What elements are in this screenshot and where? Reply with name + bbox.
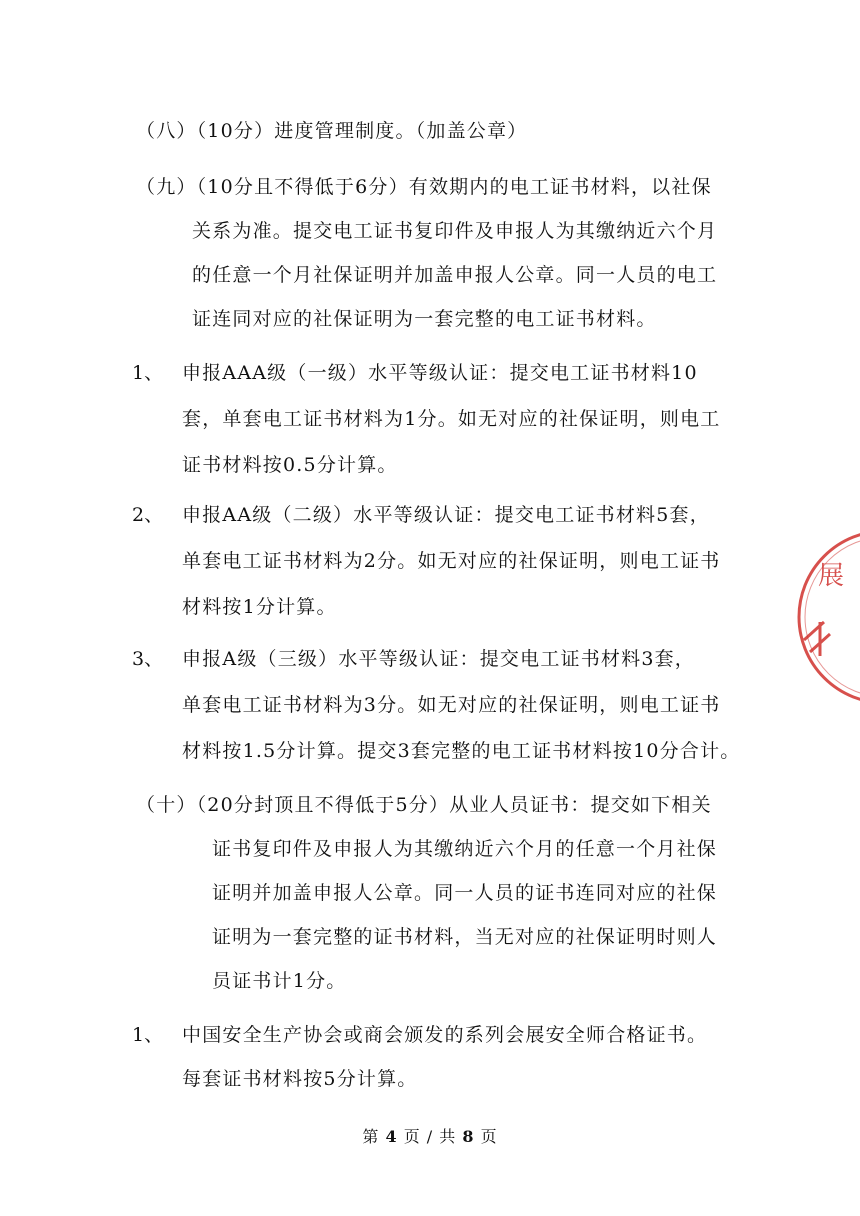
item9-sub1-line-1: 申报AAA级（一级）水平等级认证：提交电工证书材料10 [182,362,698,384]
item10-line-4: 证明为一套完整的证书材料，当无对应的社保证明时则人 [212,926,718,948]
item9-sub2-line-1: 申报AA级（二级）水平等级认证：提交电工证书材料5套， [182,504,710,526]
item10-sub1-line-2: 每套证书材料按5分计算。 [182,1068,418,1090]
footer-prefix: 第 [362,1127,380,1146]
footer-middle: 页 / 共 [403,1127,457,1146]
item9-sub2-line-3: 材料按1分计算。 [182,596,337,618]
svg-text:展: 展 [818,561,845,591]
item9-line-4: 证连同对应的社保证明为一套完整的电工证书材料。 [192,308,657,330]
item10-line-2: 证书复印件及申报人为其缴纳近六个月的任意一个月社保 [212,838,718,860]
item9-sub3-number: 3、 [132,648,164,670]
item9-sub2-number: 2、 [132,504,164,526]
item9-sub3-line-3: 材料按1.5分计算。提交3套完整的电工证书材料按10分合计。 [182,740,741,762]
footer-suffix: 页 [480,1127,498,1146]
item9-line-3: 的任意一个月社保证明并加盖申报人公章。同一人员的电工 [192,264,718,286]
item10-line-1: （十）（20分封顶且不得低于5分）从业人员证书：提交如下相关 [136,794,712,816]
footer-total-pages: 8 [462,1127,475,1146]
item10-line-5: 员证书计1分。 [212,970,347,992]
item9-sub1-line-2: 套，单套电工证书材料为1分。如无对应的社保证明，则电工 [182,408,721,430]
item9-line-1: （九）（10分且不得低于6分）有效期内的电工证书材料，以社保 [136,176,712,198]
item9-sub3-line-2: 单套电工证书材料为3分。如无对应的社保证明，则电工证书 [182,694,721,716]
item10-sub1-line-1: 中国安全生产协会或商会颁发的系列会展安全师合格证书。 [182,1024,708,1046]
page-footer [0,1124,860,1147]
item9-sub1-line-3: 证书材料按0.5分计算。 [182,454,398,476]
item9-line-2: 关系为准。提交电工证书复印件及申报人为其缴纳近六个月 [192,220,718,242]
item9-sub2-line-2: 单套电工证书材料为2分。如无对应的社保证明，则电工证书 [182,550,721,572]
seal-stamp-icon [790,522,860,712]
item9-sub1-number: 1、 [132,362,164,384]
footer-page-number: 4 [385,1127,398,1146]
item10-line-3: 证明并加盖申报人公章。同一人员的证书连同对应的社保 [212,882,718,904]
item9-sub3-line-1: 申报A级（三级）水平等级认证：提交电工证书材料3套， [182,648,696,670]
item8-line-1: （八）（10分）进度管理制度。（加盖公章） [136,120,528,142]
item10-sub1-number: 1、 [132,1024,164,1046]
